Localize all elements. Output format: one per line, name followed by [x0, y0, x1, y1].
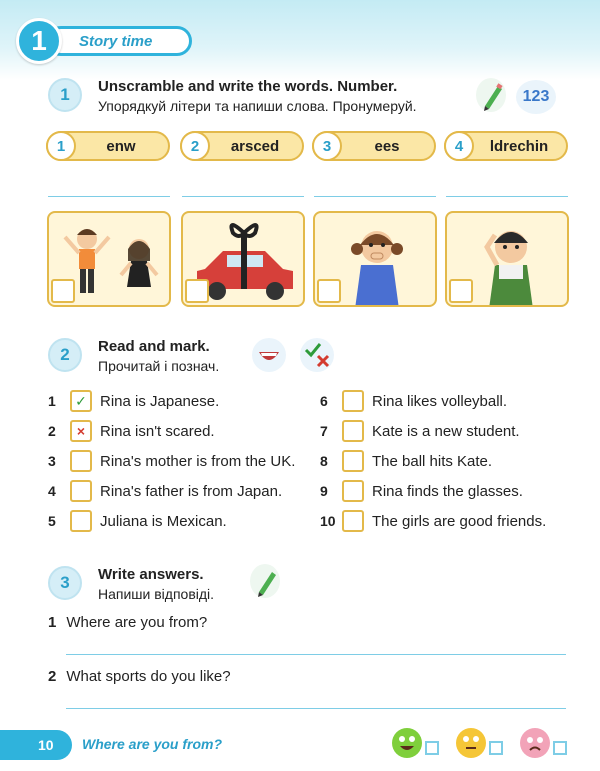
- question-2: [48, 668, 231, 685]
- statement-text: Rina likes volleyball.: [372, 392, 508, 410]
- exercise-2-number: 2: [48, 338, 82, 372]
- answer-line-2[interactable]: [182, 196, 304, 197]
- pencil-icon: [250, 564, 280, 598]
- mark-checkbox[interactable]: [342, 420, 364, 442]
- mark-checkbox[interactable]: [342, 480, 364, 502]
- statement-text: Juliana is Mexican.: [100, 512, 227, 530]
- unit-number: 1: [16, 18, 62, 64]
- statement-text: The ball hits Kate.: [372, 452, 493, 470]
- exercise-2-title: Read and mark.: [98, 338, 210, 355]
- exercise-1-subtitle: Упорядкуй літери та напиши слова. Пронумеруй.: [98, 98, 417, 114]
- statement-number: 2: [48, 423, 56, 439]
- exercise-1-title: Unscramble and write the words. Number.: [98, 78, 398, 95]
- statement-text: Kate is a new student.: [372, 422, 520, 440]
- happy-checkbox[interactable]: [425, 741, 439, 755]
- unit-tag: [16, 18, 176, 58]
- question-text: What sports do you like?: [66, 668, 231, 685]
- question-1: [48, 614, 207, 631]
- pencil-icon: [476, 78, 506, 112]
- statement-number: 3: [48, 453, 56, 469]
- picture-children: [47, 211, 171, 307]
- word-number: 2: [180, 131, 210, 161]
- statement-number: 8: [320, 453, 328, 469]
- word-number: 1: [46, 131, 76, 161]
- answer-line-q2[interactable]: [66, 708, 566, 709]
- statement-item: [320, 510, 546, 532]
- mark-checkbox[interactable]: [70, 450, 92, 472]
- question-number: 2: [48, 668, 57, 685]
- numbers-123-icon: 123: [516, 80, 556, 114]
- answer-line-q1[interactable]: [66, 654, 566, 655]
- sad-face-icon: [520, 728, 550, 758]
- mouth-icon: [252, 338, 286, 372]
- scrambled-word: enw: [106, 138, 136, 155]
- statement-number: 1: [48, 393, 56, 409]
- unit-label: Story time: [46, 26, 192, 56]
- number-box[interactable]: [449, 279, 473, 303]
- answer-line-4[interactable]: [446, 196, 568, 197]
- sad-checkbox[interactable]: [553, 741, 567, 755]
- question-number: 1: [48, 614, 57, 631]
- number-box[interactable]: [185, 279, 209, 303]
- neutral-checkbox[interactable]: [489, 741, 503, 755]
- happy-face-icon: [392, 728, 422, 758]
- statement-item: [320, 480, 523, 502]
- statement-item: [320, 390, 507, 412]
- mark-checkbox[interactable]: ×: [70, 420, 92, 442]
- word-pill-2: [180, 131, 304, 161]
- answer-line-1[interactable]: [48, 196, 170, 197]
- statement-number: 7: [320, 423, 328, 439]
- neutral-face-icon: [456, 728, 486, 758]
- word-pill-1: [46, 131, 170, 161]
- word-pill-3: [312, 131, 436, 161]
- exercise-2-subtitle: Прочитай і познач.: [98, 358, 220, 374]
- footer-title: Where are you from?: [82, 736, 223, 752]
- statement-number: 5: [48, 513, 56, 529]
- exercise-3-subtitle: Напиши відповіді.: [98, 586, 215, 602]
- statement-text: The girls are good friends.: [372, 512, 547, 530]
- picture-scared-girl: [313, 211, 437, 307]
- picture-thinking-girl: [445, 211, 569, 307]
- statement-item: [48, 450, 295, 472]
- scrambled-word: arsced: [230, 138, 280, 155]
- answer-line-3[interactable]: [314, 196, 436, 197]
- mark-checkbox[interactable]: [342, 390, 364, 412]
- question-text: Where are you from?: [66, 614, 208, 631]
- exercise-3-title: Write answers.: [98, 566, 204, 583]
- scrambled-word: ees: [374, 138, 400, 155]
- mark-checkbox[interactable]: [70, 510, 92, 532]
- page-number: 10: [0, 730, 72, 760]
- statement-item: [320, 450, 492, 472]
- mark-checkbox[interactable]: [342, 450, 364, 472]
- mark-checkbox[interactable]: [70, 480, 92, 502]
- number-box[interactable]: [51, 279, 75, 303]
- statement-number: 4: [48, 483, 56, 499]
- scrambled-word: ldrechin: [489, 138, 549, 155]
- statement-text: Rina isn't scared.: [100, 422, 215, 440]
- statement-item: [48, 420, 215, 442]
- mark-checkbox[interactable]: [342, 510, 364, 532]
- statement-text: Rina is Japanese.: [100, 392, 220, 410]
- word-number: 4: [444, 131, 474, 161]
- statement-text: Rina's mother is from the UK.: [100, 452, 296, 470]
- tick-cross-icon: [300, 338, 334, 372]
- statement-text: Rina's father is from Japan.: [100, 482, 283, 500]
- number-box[interactable]: [317, 279, 341, 303]
- word-pill-4: [444, 131, 568, 161]
- word-number: 3: [312, 131, 342, 161]
- statement-item: [320, 420, 520, 442]
- statement-number: 10: [320, 513, 336, 529]
- statement-item: [48, 390, 219, 412]
- statement-item: [48, 480, 282, 502]
- statement-item: [48, 510, 227, 532]
- exercise-1-number: 1: [48, 78, 82, 112]
- statement-text: Rina finds the glasses.: [372, 482, 523, 500]
- exercise-3-number: 3: [48, 566, 82, 600]
- mark-checkbox[interactable]: ✓: [70, 390, 92, 412]
- picture-gift-car: [181, 211, 305, 307]
- statement-number: 9: [320, 483, 328, 499]
- statement-number: 6: [320, 393, 328, 409]
